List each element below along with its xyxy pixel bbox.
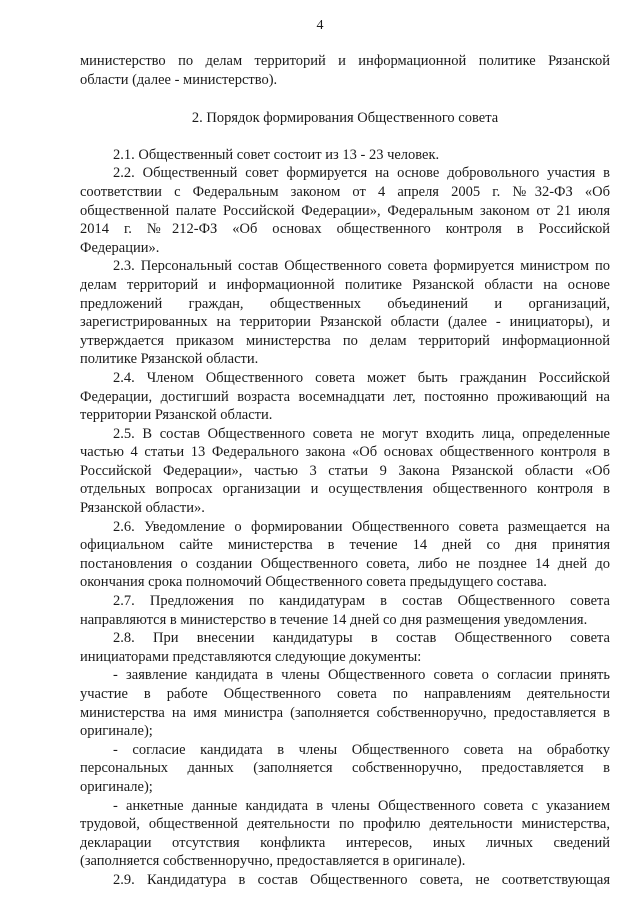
text-line: Российской Федерации», частью 3 статьи 9 Закона Рязанской области «Об <box>80 462 610 479</box>
page-number: 4 <box>316 18 324 33</box>
text-line: постановления о создании Общественного совета, либо не позднее 14 дней до <box>80 555 610 572</box>
text-line: утверждается приказом министерства по делам территорий информационной <box>80 332 610 349</box>
paragraph-2-3 <box>80 257 610 369</box>
paragraph-2-8 <box>80 629 610 666</box>
text-line: 2.3. Персональный состав Общественного совета формируется министром по <box>113 258 610 275</box>
text-line: окончания срока полномочий Общественного совета предыдущего состава. <box>80 574 547 591</box>
text-line: министерство по делам территорий и информационной политике Рязанской <box>80 53 610 69</box>
text-line: (заполняется собственноручно, предоставляется в оригинале). <box>80 853 466 870</box>
text-line: официальном сайте министерства в течение 14 дней со дня принятия <box>80 537 610 554</box>
text-line: декларации отсутствия конфликта интересов, иных личных сведений <box>80 834 610 851</box>
document-body <box>80 52 610 890</box>
document-list-item <box>80 666 610 740</box>
text-line: - согласие кандидата в члены Общественного совета на обработку <box>113 741 610 758</box>
text-line: Рязанской области». <box>80 500 205 517</box>
text-line: 2.4. Членом Общественного совета может быть гражданин Российской <box>113 369 610 386</box>
text-line: участие в работе Общественного совета по направлениям деятельности <box>80 686 610 702</box>
text-line: отдельных вопросах организации и осуществления общественного контроля в <box>80 481 610 498</box>
text-line: предложений граждан, общественных объединений и организаций, <box>80 295 610 312</box>
text-line: 2.5. В состав Общественного совета не могут входить лица, определенные <box>113 425 610 442</box>
text-line: делам территорий и информационной политике Рязанской области на основе <box>80 276 610 293</box>
text-line: соответствии с Федеральным законом от 4 апреля 2005 г. №32-ФЗ «Об <box>80 183 610 200</box>
text-line: политике Рязанской области. <box>80 351 259 368</box>
text-line: Федерации, достигший возраста восемнадцати лет, постоянно проживающий на <box>80 388 610 405</box>
text-line: 2.1. Общественный совет состоит из 13 - 23 человек. <box>113 146 440 163</box>
paragraph-2-4 <box>80 369 610 425</box>
text-line: 2.6. Уведомление о формировании Общественного совета размещается на <box>113 518 610 535</box>
text-line: персональных данных (заполняется собственноручно, предоставляется в <box>80 760 610 777</box>
text-line: - заявление кандидата в члены Общественного совета о согласии принять <box>113 667 610 684</box>
text-line: общественной палате Российской Федерации», Федеральным законом от 21 июля <box>80 202 610 219</box>
text-line: 2014 г. №212-ФЗ «Об основах общественного контроля в Российской <box>80 221 610 238</box>
text-line: 2.9. Кандидатура в состав Общественного совета, не соответствующая <box>113 871 610 888</box>
paragraph-2-5 <box>80 425 610 518</box>
paragraph-2-1 <box>80 146 610 165</box>
text-line: оригинале); <box>80 723 153 740</box>
section-heading: 2. Порядок формирования Общественного совета <box>191 110 499 127</box>
text-line: зарегистрированных на территории Рязанской области (далее - инициаторы), и <box>80 314 610 331</box>
text-line: области (далее - министерство). <box>80 71 278 88</box>
text-line: министерства на имя министра (заполняется собственноручно, предоставляется в <box>80 704 610 721</box>
text-line: 2.2. Общественный совет формируется на основе добровольного участия в <box>113 165 610 182</box>
text-line: 2.8. При внесении кандидатуры в состав Общественного совета <box>113 630 610 647</box>
paragraph-2-6 <box>80 518 610 592</box>
text-line: - анкетные данные кандидата в члены Общественного совета с указанием <box>113 797 610 814</box>
text-line: 2.7. Предложения по кандидатурам в состав Общественного совета <box>113 593 610 610</box>
text-line: частью 4 статьи 13 Федерального закона «Об основах общественного контроля в <box>80 444 610 461</box>
paragraph-2-7 <box>80 592 610 629</box>
text-line: оригинале); <box>80 778 153 795</box>
text-line: Федерации». <box>80 239 160 256</box>
text-line: территории Рязанской области. <box>80 407 273 424</box>
intro-paragraph <box>80 52 610 89</box>
paragraph-2-2 <box>80 164 610 257</box>
document-list-item <box>80 741 610 797</box>
document-list-item <box>80 797 610 871</box>
text-line: направляются в министерство в течение 14 дней со дня размещения уведомления. <box>80 611 588 628</box>
text-line: трудовой, общественной деятельности по профилю деятельности министерства, <box>80 816 610 833</box>
paragraph-2-9 <box>80 871 610 890</box>
text-line: инициаторами представляются следующие документы: <box>80 648 422 665</box>
